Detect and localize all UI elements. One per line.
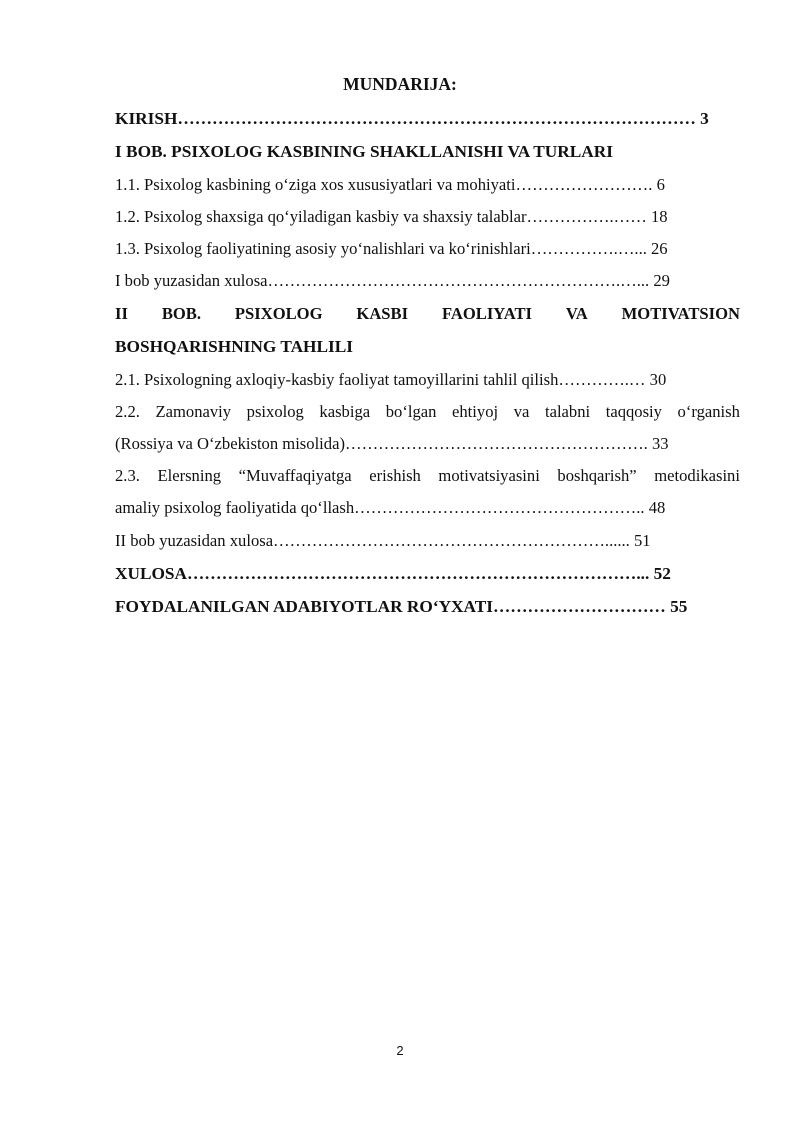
word: FAOLIYATI [441,304,533,323]
word: Elersning [157,466,222,485]
word: Zamonaviy [155,402,232,421]
word: 2.2. [115,402,140,421]
toc-entry-chapter-2-conclusion: II bob yuzasidan xulosa……………………………………………………...... 51 [115,531,651,550]
word: kasbiga [319,402,371,421]
toc-entry-2-3-line1 [115,465,740,487]
word: boʻlgan [385,402,437,421]
word: boshqarish” [557,466,637,485]
word: va [513,402,530,421]
toc-entry-2-2-line1 [115,401,740,423]
toc-entry-bibliography: FOYDALANILGAN ADABIYOTLAR ROʻYXATI………………………… 55 [115,597,688,616]
word: psixolog [246,402,304,421]
toc-entry-2-3-line2: amaliy psixolog faoliyatida qoʻllash…………………………………………….. 48 [115,498,666,517]
word: erishish [369,466,421,485]
word: VA [565,304,588,323]
toc-entry-kirish: KIRISH……………………………………………………………………………… 3 [115,109,709,128]
word: talabni [544,402,591,421]
word: “Muvaffaqiyatga [238,466,352,485]
toc-entry-1-3: 1.3. Psixolog faoliyatining asosiy yoʻnalishlari va koʻrinishlari…………….…... 26 [115,239,668,258]
page-number: 2 [396,1043,404,1058]
word: PSIXOLOG [234,304,323,323]
toc-entry-2-2-line2: (Rossiya va Oʻzbekiston misolida)………………………………………………. 33 [115,434,669,453]
word: ehtiyoj [452,402,499,421]
toc-entry-1-1: 1.1. Psixolog kasbining oʻziga xos xususiyatlari va mohiyati……………………. 6 [115,175,665,194]
toc-entry-chapter-1-conclusion: I bob yuzasidan xulosa……………………………………………………….…... 29 [115,271,670,290]
toc-entry-1-2: 1.2. Psixolog shaxsiga qoʻyiladigan kasbiy va shaxsiy talablar…………….…… 18 [115,207,668,226]
word: taqqosiy [605,402,662,421]
toc-chapter-2-line2: BOSHQARISHNING TAHLILI [115,337,354,356]
word: KASBI [356,304,409,323]
toc-chapter-2-line1 [115,303,740,325]
toc-entry-2-1: 2.1. Psixologning axloqiy-kasbiy faoliyat tamoyillarini tahlil qilish………….… 30 [115,370,667,389]
toc-entry-xulosa: XULOSA……………………………………………………………………... 52 [115,564,671,583]
word: metodikasini [654,466,740,485]
toc-title: MUNDARIJA: [343,74,457,94]
word: motivatsiyasini [438,466,540,485]
word: MOTIVATSION [621,304,740,323]
word: BOB. [161,304,202,323]
word: 2.3. [115,466,140,485]
word: oʻrganish [677,402,740,421]
toc-chapter-1: I BOB. PSIXOLOG KASBINING SHAKLLANISHI VA TURLARI [115,142,613,161]
word: II [115,304,128,323]
